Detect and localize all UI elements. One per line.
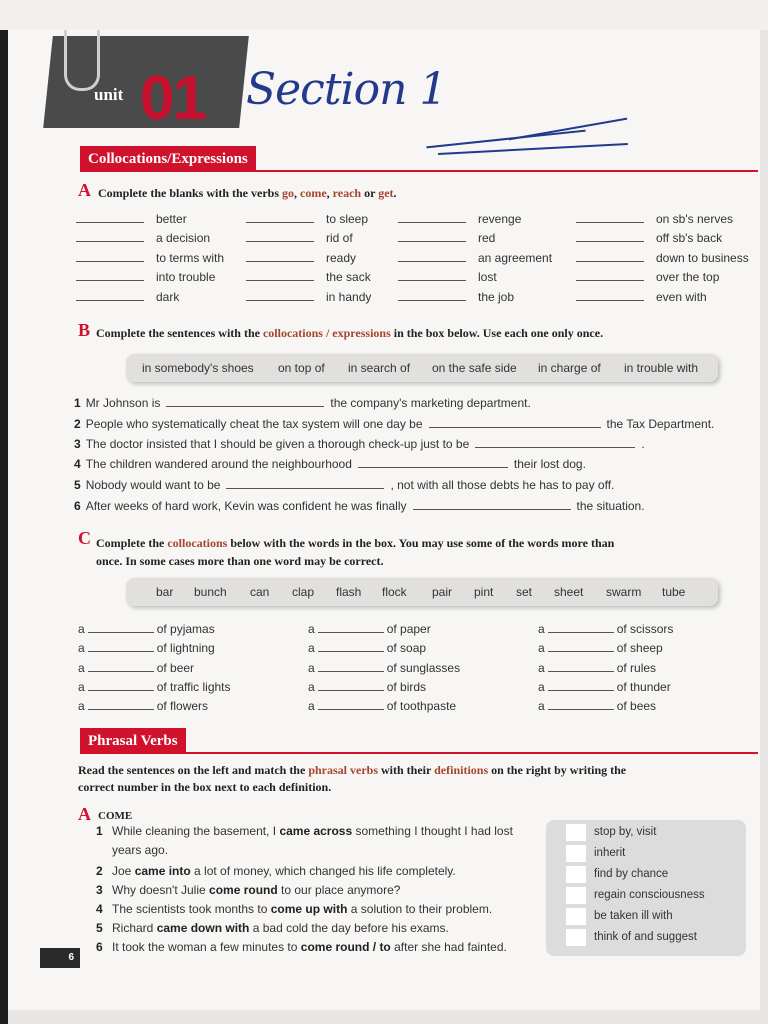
exercise-letter-b: B (78, 320, 91, 340)
sentence-number: 1 (96, 824, 103, 838)
answer-blank[interactable] (76, 290, 144, 301)
answer-blank[interactable] (246, 290, 314, 301)
definition-text: be taken ill with (594, 910, 673, 922)
sentence-number: 5 (96, 921, 103, 935)
collocation-text: of toothpaste (386, 699, 457, 713)
answer-blank[interactable] (548, 680, 614, 691)
exercise-c-instruction-line2: once. In some cases more than one word may be correct. (96, 554, 384, 568)
sentence-number: 6 (74, 499, 81, 513)
collocation-text: of bees (616, 699, 657, 713)
sentence-start: The children wandered around the neighbourhood (85, 457, 352, 471)
blank-item (246, 270, 371, 284)
article: a (538, 641, 545, 655)
sentence-start: People who systematically cheat the tax system will one day be (85, 417, 423, 431)
phrasal-sentence (96, 864, 456, 878)
blank-item (246, 231, 353, 245)
collocation-text: dark (156, 290, 180, 304)
answer-blank[interactable] (226, 478, 384, 489)
blank-item (576, 212, 733, 226)
box-word: tube (662, 585, 686, 599)
exercise-c-instruction: Complete the collocations below with the words in the box. You may use some of the words more than (96, 536, 615, 550)
answer-blank[interactable] (576, 290, 644, 301)
collocation-text: red (478, 231, 496, 245)
phrasal-verbs-heading: Phrasal Verbs (80, 728, 186, 754)
page-number: 6 (40, 948, 80, 968)
collocation-item (78, 699, 208, 713)
sentence-number: 3 (96, 883, 103, 897)
sentence-end: a lot of money, which changed his life completely. (190, 864, 456, 878)
collocation-text: better (156, 212, 187, 226)
sentence-end: , not with all those debts he has to pay off. (390, 478, 615, 492)
collocation-item (308, 699, 456, 713)
sentence-number: 4 (96, 902, 103, 916)
article: a (78, 680, 85, 694)
answer-blank[interactable] (246, 212, 314, 223)
section-rule (80, 170, 758, 172)
collocation-text: an agreement (478, 251, 553, 265)
collocation-text: a decision (156, 231, 211, 245)
blank-item (398, 290, 514, 304)
article: a (308, 622, 315, 636)
phrasal-verb: came across (279, 824, 353, 838)
answer-blank[interactable] (318, 680, 384, 691)
article: a (78, 622, 85, 636)
answer-blank[interactable] (166, 396, 324, 407)
title-underline-scribble (438, 143, 628, 155)
article: a (538, 680, 545, 694)
sentence-start: The doctor insisted that I should be given a thorough check-up just to be (85, 437, 470, 451)
answer-blank[interactable] (576, 270, 644, 281)
collocation-text: of pyjamas (156, 622, 215, 636)
sentence-number: 2 (74, 417, 81, 431)
answer-box[interactable] (566, 824, 586, 841)
answer-blank[interactable] (76, 212, 144, 223)
box-word: pair (432, 585, 453, 599)
answer-blank[interactable] (475, 437, 635, 448)
box-word: set (516, 585, 533, 599)
collocation-item (78, 661, 194, 675)
sentence-start: It took the woman a few minutes to (112, 940, 301, 954)
box-word: bar (156, 585, 174, 599)
section-title: Section 1 (246, 64, 447, 115)
sentence-number: 1 (74, 396, 81, 410)
collocation-text: the job (478, 290, 515, 304)
collocation-text: off sb's back (656, 231, 723, 245)
exercise-letter-c: C (78, 528, 91, 548)
phrasal-instruction: Read the sentences on the left and match the phrasal verbs with their definitions on the right by writing the (78, 763, 627, 777)
box-word: bunch (194, 585, 227, 599)
unit-label: unit (94, 85, 124, 104)
sentence-row (74, 417, 714, 431)
sentence-row (74, 457, 586, 471)
answer-blank[interactable] (318, 699, 384, 710)
answer-blank[interactable] (398, 270, 466, 281)
article: a (538, 699, 545, 713)
phrasal-verb: came into (134, 864, 191, 878)
box-word: pint (474, 585, 494, 599)
box-word: clap (292, 585, 315, 599)
answer-blank[interactable] (548, 641, 614, 652)
article: a (78, 641, 85, 655)
answer-box[interactable] (566, 908, 586, 925)
article: a (308, 661, 315, 675)
answer-blank[interactable] (318, 661, 384, 672)
answer-box[interactable] (566, 929, 586, 946)
title-underline-scribble (509, 118, 628, 141)
answer-blank[interactable] (318, 641, 384, 652)
sentence-end: their lost dog. (513, 457, 586, 471)
article: a (308, 641, 315, 655)
box-expression: in charge of (538, 361, 601, 375)
answer-box[interactable] (566, 866, 586, 883)
phrasal-verb-title: COME (98, 810, 133, 822)
blank-item (76, 290, 179, 304)
blank-item (398, 270, 497, 284)
sentence-end: something I thought I had lost (352, 824, 513, 838)
phrasal-verb: come round / to (300, 940, 391, 954)
exercise-a-instruction: Complete the blanks with the verbs go, come, reach or get. (98, 186, 397, 200)
answer-blank[interactable] (88, 680, 154, 691)
sentence-start: While cleaning the basement, I (112, 824, 280, 838)
box-word: swarm (606, 585, 642, 599)
sentence-start: The scientists took months to (112, 902, 271, 916)
answer-blank[interactable] (88, 661, 154, 672)
box-word: flash (336, 585, 362, 599)
box-expression: in search of (348, 361, 411, 375)
blank-item (76, 212, 187, 226)
phrasal-sentence (96, 921, 449, 935)
collocation-text: rid of (326, 231, 353, 245)
phrasal-sentence (96, 940, 507, 954)
blank-item (76, 231, 210, 245)
paperclip-icon (64, 30, 100, 91)
page-top-margin (0, 0, 768, 30)
sentence-start: Mr Johnson is (85, 396, 161, 410)
sentence-number: 4 (74, 457, 81, 471)
answer-blank[interactable] (548, 699, 614, 710)
answer-blank[interactable] (246, 270, 314, 281)
sentence-row (74, 437, 645, 451)
section-rule (80, 752, 758, 754)
phrasal-exercise-letter-a: A (78, 804, 91, 824)
collocation-text: of soap (386, 641, 427, 655)
blank-item (576, 290, 707, 304)
article: a (538, 622, 545, 636)
collocation-item (308, 661, 460, 675)
collocation-text: of flowers (156, 699, 209, 713)
collocations-heading: Collocations/Expressions (80, 146, 256, 172)
sentence-row (74, 396, 531, 410)
phrasal-verb: come up with (270, 902, 348, 916)
phrasal-sentence (96, 883, 400, 897)
collocation-text: of rules (616, 661, 657, 675)
sentence-end: after she had fainted. (390, 940, 507, 954)
phrasal-instruction-line2: correct number in the box next to each definition. (78, 780, 332, 794)
article: a (538, 661, 545, 675)
unit-number: 01 (140, 64, 205, 133)
answer-blank[interactable] (576, 212, 644, 223)
sentence-end: the situation. (576, 499, 645, 513)
sentence-end: the Tax Department. (606, 417, 715, 431)
answer-blank[interactable] (88, 641, 154, 652)
collocation-text: to sleep (326, 212, 369, 226)
sentence-row (74, 478, 614, 492)
collocation-text: the sack (326, 270, 371, 284)
collocation-text: even with (656, 290, 707, 304)
sentence-end: the company's marketing department. (330, 396, 531, 410)
collocation-text: of scissors (616, 622, 674, 636)
collocation-text: lost (478, 270, 497, 284)
definition-text: stop by, visit (594, 826, 657, 838)
article: a (78, 699, 85, 713)
collocation-item (308, 680, 426, 694)
collocation-item (308, 622, 431, 636)
phrasal-verb: came down with (156, 921, 250, 935)
answer-blank[interactable] (76, 231, 144, 242)
sentence-number: 3 (74, 437, 81, 451)
sentence-start: Richard (112, 921, 157, 935)
answer-blank[interactable] (398, 212, 466, 223)
collocation-text: of lightning (156, 641, 215, 655)
box-word: flock (382, 585, 407, 599)
article: a (308, 680, 315, 694)
sentence-number: 5 (74, 478, 81, 492)
box-expression: on top of (278, 361, 325, 375)
article: a (78, 661, 85, 675)
box-expression: in somebody's shoes (142, 361, 254, 375)
blank-item (576, 270, 719, 284)
collocation-text: on sb's nerves (656, 212, 733, 226)
collocation-item (538, 699, 656, 713)
exercise-b-instruction: Complete the sentences with the collocations / expressions in the box below. Use each one only once. (96, 326, 604, 340)
collocation-text: ready (326, 251, 357, 265)
answer-blank[interactable] (88, 622, 154, 633)
answer-blank[interactable] (246, 231, 314, 242)
article: a (308, 699, 315, 713)
answer-blank[interactable] (413, 499, 571, 510)
workbook-page (8, 30, 760, 1010)
phrasal-verb: come round (209, 883, 278, 897)
blank-item (576, 251, 749, 265)
blank-item (576, 231, 722, 245)
box-word: sheet (554, 585, 584, 599)
answer-blank[interactable] (76, 270, 144, 281)
answer-blank[interactable] (548, 661, 614, 672)
collocation-item (538, 641, 663, 655)
answer-blank[interactable] (76, 251, 144, 262)
sentence-start: Joe (112, 864, 135, 878)
definition-text: inherit (594, 847, 626, 859)
collocation-text: of paper (386, 622, 431, 636)
blank-item (398, 251, 552, 265)
answer-blank[interactable] (398, 251, 466, 262)
answer-box[interactable] (566, 887, 586, 904)
answer-blank[interactable] (88, 699, 154, 710)
answer-blank[interactable] (398, 231, 466, 242)
collocation-text: of thunder (616, 680, 671, 694)
blank-item (76, 270, 215, 284)
sentence-end: to our place anymore? (277, 883, 401, 897)
collocation-text: of beer (156, 661, 195, 675)
collocation-text: revenge (478, 212, 522, 226)
definition-text: find by chance (594, 868, 669, 880)
phrasal-sentence (96, 902, 492, 916)
collocation-text: to terms with (156, 251, 225, 265)
phrasal-sentence (96, 824, 513, 838)
sentence-start: Why doesn't Julie (112, 883, 210, 897)
sentence-continuation: years ago. (112, 843, 169, 857)
answer-blank[interactable] (398, 290, 466, 301)
collocation-text: in handy (326, 290, 372, 304)
box-expression: on the safe side (432, 361, 517, 375)
collocation-item (78, 622, 215, 636)
box-word: can (250, 585, 270, 599)
collocation-text: of sheep (616, 641, 663, 655)
definition-text: think of and suggest (594, 931, 697, 943)
collocation-text: into trouble (156, 270, 216, 284)
collocation-text: over the top (656, 270, 720, 284)
definition-text: regain consciousness (594, 889, 705, 901)
exercise-letter-a: A (78, 180, 91, 200)
sentence-start: Nobody would want to be (85, 478, 221, 492)
collocation-text: of sunglasses (386, 661, 461, 675)
collocation-item (538, 680, 671, 694)
blank-item (398, 231, 495, 245)
sentence-row (74, 499, 645, 513)
blank-item (246, 251, 356, 265)
answer-blank[interactable] (246, 251, 314, 262)
words-box (126, 578, 718, 606)
answer-blank[interactable] (318, 622, 384, 633)
sentence-end: a bad cold the day before his exams. (249, 921, 449, 935)
blank-item (246, 212, 368, 226)
blank-item (398, 212, 521, 226)
box-expression: in trouble with (624, 361, 699, 375)
sentence-number: 2 (96, 864, 103, 878)
answer-blank[interactable] (576, 251, 644, 262)
blank-item (246, 290, 371, 304)
collocation-text: of birds (386, 680, 427, 694)
answer-blank[interactable] (576, 231, 644, 242)
answer-blank[interactable] (429, 417, 601, 428)
book-spine (0, 30, 8, 1024)
collocation-item (78, 641, 215, 655)
sentence-start: After weeks of hard work, Kevin was confident he was finally (85, 499, 407, 513)
collocation-item (538, 622, 673, 636)
sentence-number: 6 (96, 940, 103, 954)
answer-blank[interactable] (548, 622, 614, 633)
answer-box[interactable] (566, 845, 586, 862)
sentence-end: . (641, 437, 645, 451)
sentence-end: a solution to their problem. (347, 902, 493, 916)
collocation-item (78, 680, 231, 694)
expressions-box (126, 354, 718, 382)
collocation-item (308, 641, 426, 655)
answer-blank[interactable] (358, 457, 508, 468)
collocation-text: of traffic lights (156, 680, 231, 694)
collocation-text: down to business (656, 251, 749, 265)
blank-item (76, 251, 224, 265)
collocation-item (538, 661, 656, 675)
